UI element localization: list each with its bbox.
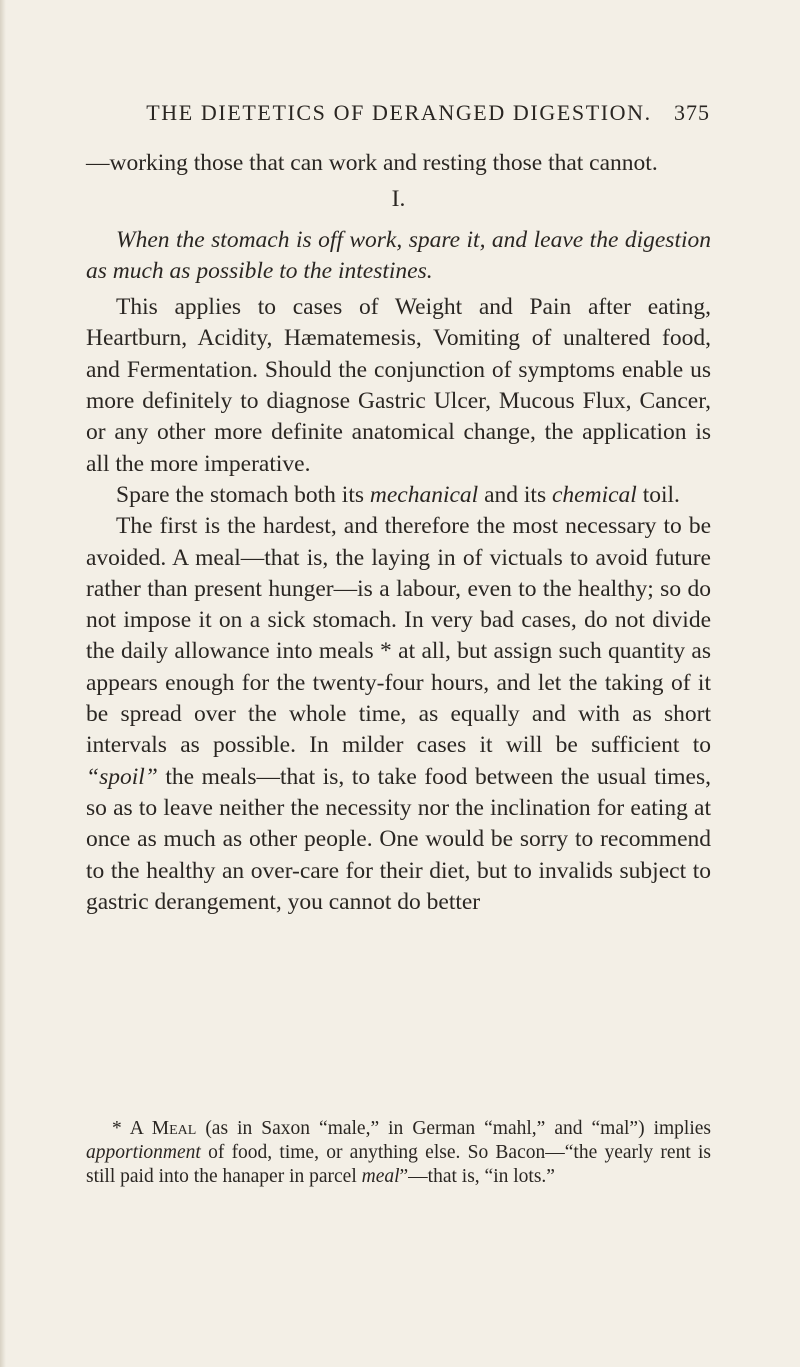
footnote-text-2: of food, time, or anything else. So Bacon—“the yearly rent is still paid into the hanaper in parcel: [86, 1141, 711, 1187]
paragraph-1: This applies to cases of Weight and Pain after eating, Heartburn, Acidity, Hæmatemesis, Vomiting of unaltered food, and Fermentation. Should the conjunction of symptoms enable us more definitely to diagnose Gastric Ulcer, Mucous Flux, Cancer, or any other more definite anatomical change, the application is all the more imperative.: [86, 294, 711, 477]
footnote-marker: * A: [112, 1118, 152, 1139]
section-heading: When the stomach is off work, spare it, and leave the digestion as much as possible to the intestines.: [86, 226, 711, 284]
paragraph-3: [86, 511, 711, 918]
section-number: I.: [391, 186, 406, 213]
main-text: [86, 148, 711, 918]
paragraph-2-end: toil.: [636, 481, 680, 508]
page-edge-shadow: [0, 0, 6, 1367]
paragraph-3-em-spoil: “spoil”: [86, 763, 158, 790]
running-title: THE DIETETICS OF DERANGED DIGESTION.: [146, 100, 652, 125]
intro-paragraph: —working those that can work and resting those that cannot.: [86, 150, 658, 176]
footnote-text-3: ”—that is, “in lots.”: [399, 1165, 555, 1187]
paragraph-3-start: The first is the hardest, and therefore the most necessary to be avoided. A meal—that is, the laying in of victuals to avoid future rather than present hunger—is a labour, even to the healthy; so do not impose it on a sick stomach. In very bad cases, do not divide the daily allowance into meals * at all, but assign such quantity as appears enough for the twenty-four hours, and let the taking of it be spread over the whole time, as equally and with as short intervals as possible. In milder cases it will be sufficient to: [86, 513, 711, 759]
footnote-em-apportionment: apportionment: [86, 1141, 201, 1163]
paragraph-2-em-mechanical: mechanical: [369, 481, 479, 508]
paragraph-3-end: the meals—that is, to take food between the usual times, so as to leave neither the necessity nor the inclination for eating at once as much as other people. One would be sorry to recommend to the healthy an over-care for their diet, but to invalids subject to gastric derangement, you cannot do better: [86, 763, 711, 915]
paragraph-2: [86, 480, 711, 511]
footnote-em-meal: meal: [361, 1165, 400, 1187]
footnote-text-1: (as in Saxon “male,” in German “mahl,” and “mal”) implies: [196, 1118, 712, 1139]
paragraph-2-mid: and its: [478, 481, 552, 508]
running-header: [140, 100, 710, 134]
footnote-term: Meal: [151, 1118, 197, 1139]
footnote: [86, 1117, 711, 1188]
paragraph-2-em-chemical: chemical: [551, 481, 637, 508]
page-number: 375: [674, 100, 710, 125]
paragraph-2-start: Spare the stomach both its: [116, 481, 370, 508]
footnote-text: [86, 1117, 711, 1188]
